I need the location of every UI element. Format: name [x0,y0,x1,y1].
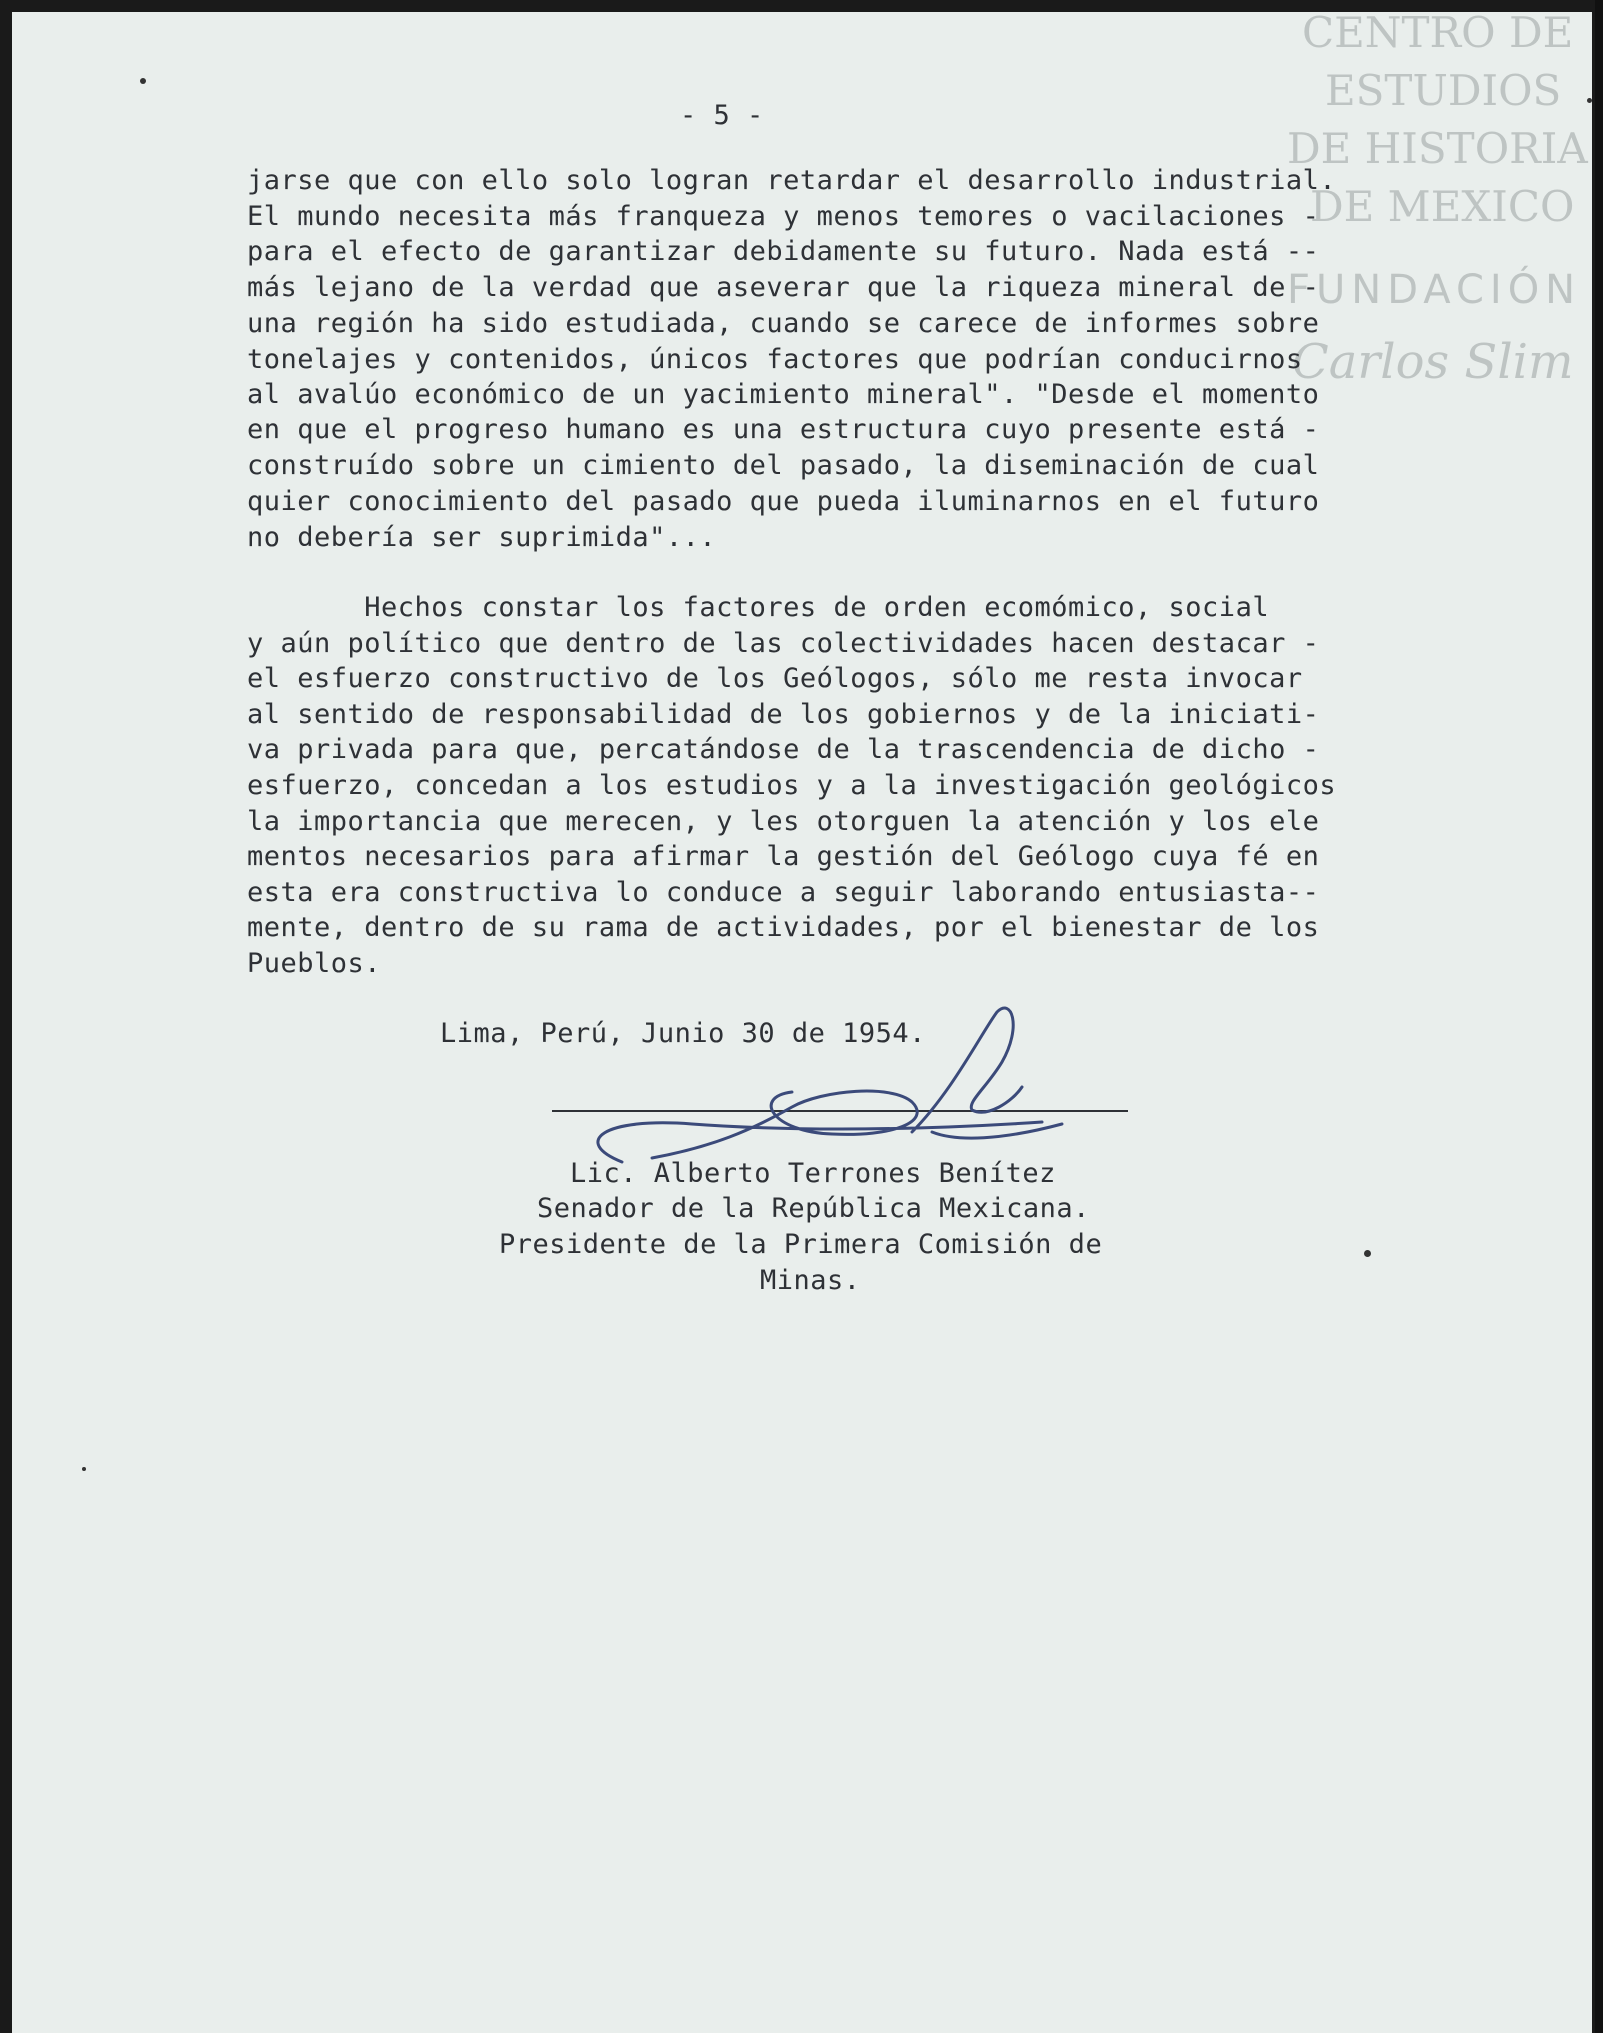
signatory-title-3: Minas. [760,1265,861,1296]
watermark-line-6: Carlos Slim [1292,334,1574,390]
paragraph1-line-4: más lejano de la verdad que aseverar que la riqueza mineral de - [247,272,1320,303]
paragraph2-line-5: va privada para que, percatándose de la trascendencia de dicho - [247,734,1320,765]
signatory-name: Lic. Alberto Terrones Benítez [570,1158,1056,1189]
paragraph2-line-3: el esfuerzo constructivo de los Geólogos, sólo me resta invocar [247,663,1303,694]
paragraph2-line-8: mentos necesarios para afirmar la gestión del Geólogo cuya fé en [247,841,1320,872]
document-page [12,12,1592,2033]
scan-speck [82,1467,86,1471]
watermark-line-4: DE MEXICO [1310,182,1575,231]
paragraph1-line-2: El mundo necesita más franqueza y menos temores o vacilaciones - [247,201,1320,232]
paragraph2-line-2: y aún político que dentro de las colectividades hacen destacar - [247,628,1320,659]
watermark-line-2: ESTUDIOS [1325,66,1562,115]
paragraph2-line-4: al sentido de responsabilidad de los gobiernos y de la iniciati- [247,699,1320,730]
signature-scribble [598,1008,1062,1162]
paragraph2-line-1: Hechos constar los factores de orden ecomómico, social [247,592,1270,623]
paragraph2-line-7: la importancia que merecen, y les otorguen la atención y los ele [247,806,1320,837]
paragraph2-line-6: esfuerzo, concedan a los estudios y a la investigación geológicos [247,770,1337,801]
paragraph1-line-5: una región ha sido estudiada, cuando se carece de informes sobre [247,308,1320,339]
signature-drawing [12,12,1592,2033]
scan-speck [140,78,146,84]
paragraph1-line-3: para el efecto de garantizar debidamente su futuro. Nada está -- [247,236,1320,267]
paragraph1-line-1: jarse que con ello solo logran retardar el desarrollo industrial. [247,165,1337,196]
scan-speck [1587,98,1592,103]
paragraph2-line-10: mente, dentro de su rama de actividades, por el bienestar de los [247,912,1320,943]
paragraph1-line-6: tonelajes y contenidos, únicos factores que podrían conducirnos [247,344,1303,375]
signatory-title-1: Senador de la República Mexicana. [537,1193,1090,1224]
paragraph1-line-10: quier conocimiento del pasado que pueda iluminarnos en el futuro [247,486,1320,517]
watermark-line-1: CENTRO DE [1302,12,1574,57]
page-number: - 5 - [680,100,764,131]
paragraph1-line-8: en que el progreso humano es una estructura cuyo presente está - [247,414,1320,445]
paragraph2-line-9: esta era constructiva lo conduce a seguir laborando entusiasta-- [247,877,1320,908]
place-date: Lima, Perú, Junio 30 de 1954. [440,1018,926,1049]
paragraph1-line-7: al avalúo económico de un yacimiento mineral". "Desde el momento [247,379,1320,410]
watermark-line-3: DE HISTORIA [1287,124,1588,173]
paragraph1-line-11: no debería ser suprimida"... [247,522,717,553]
signatory-title-2: Presidente de la Primera Comisión de [499,1229,1103,1260]
paragraph1-line-9: construído sobre un cimiento del pasado, la diseminación de cual [247,450,1320,481]
scan-edge [1595,0,1603,2033]
paragraph2-line-11: Pueblos. [247,948,382,979]
scan-speck [1364,1250,1371,1257]
watermark-line-5: FUNDACIÓN [1287,267,1582,313]
